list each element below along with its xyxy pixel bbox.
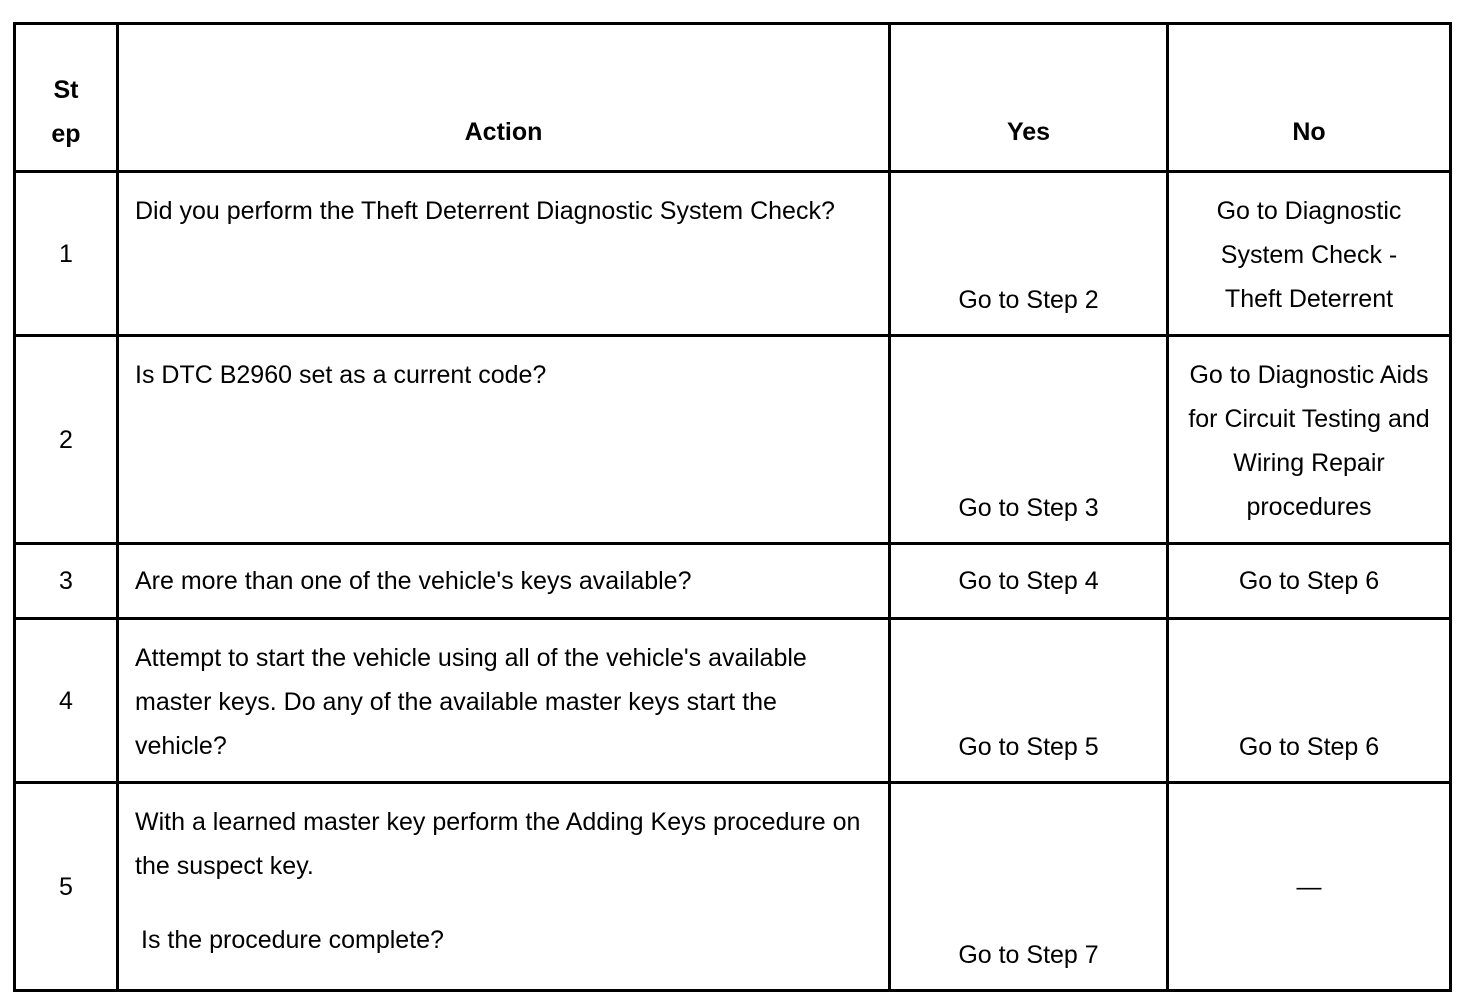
action-text: Did you perform the Theft Deterrent Diagnostic System Check? [118, 172, 890, 336]
action-text: Is DTC B2960 set as a current code? [118, 336, 890, 544]
no-result [1168, 336, 1451, 544]
no-result-text: Go to Diagnostic System Check - Theft Deterrent [1216, 197, 1402, 313]
step-number: 1 [15, 172, 118, 336]
no-result: — [1168, 783, 1451, 991]
action-question: Is the procedure complete? [141, 926, 444, 954]
table-row [15, 783, 1451, 991]
header-yes: Yes [890, 24, 1168, 172]
header-step-label: St ep [51, 76, 81, 148]
yes-result: Go to Step 7 [890, 783, 1168, 991]
no-result: Go to Step 6 [1168, 619, 1451, 783]
header-no: No [1168, 24, 1451, 172]
action-text: Are more than one of the vehicle's keys available? [118, 544, 890, 619]
table-row [15, 336, 1451, 544]
table-row [15, 544, 1451, 619]
action-text: Attempt to start the vehicle using all of the vehicle's available master keys. Do any of the available master keys start the vehicle? [118, 619, 890, 783]
no-result: Go to Step 6 [1168, 544, 1451, 619]
step-number: 3 [15, 544, 118, 619]
yes-result: Go to Step 2 [890, 172, 1168, 336]
table-header-row [15, 24, 1451, 172]
action-text: With a learned master key perform the Adding Keys procedure on the suspect key. [135, 808, 861, 880]
no-result [1168, 172, 1451, 336]
step-number: 4 [15, 619, 118, 783]
yes-result: Go to Step 5 [890, 619, 1168, 783]
step-number: 2 [15, 336, 118, 544]
header-step [15, 24, 118, 172]
table-row [15, 172, 1451, 336]
no-result-text: Go to Diagnostic Aids for Circuit Testing and Wiring Repair procedures [1188, 361, 1430, 521]
step-number: 5 [15, 783, 118, 991]
action-cell [118, 783, 890, 991]
yes-result: Go to Step 4 [890, 544, 1168, 619]
yes-result: Go to Step 3 [890, 336, 1168, 544]
header-action: Action [118, 24, 890, 172]
diagnostic-table [13, 22, 1452, 992]
table-row [15, 619, 1451, 783]
